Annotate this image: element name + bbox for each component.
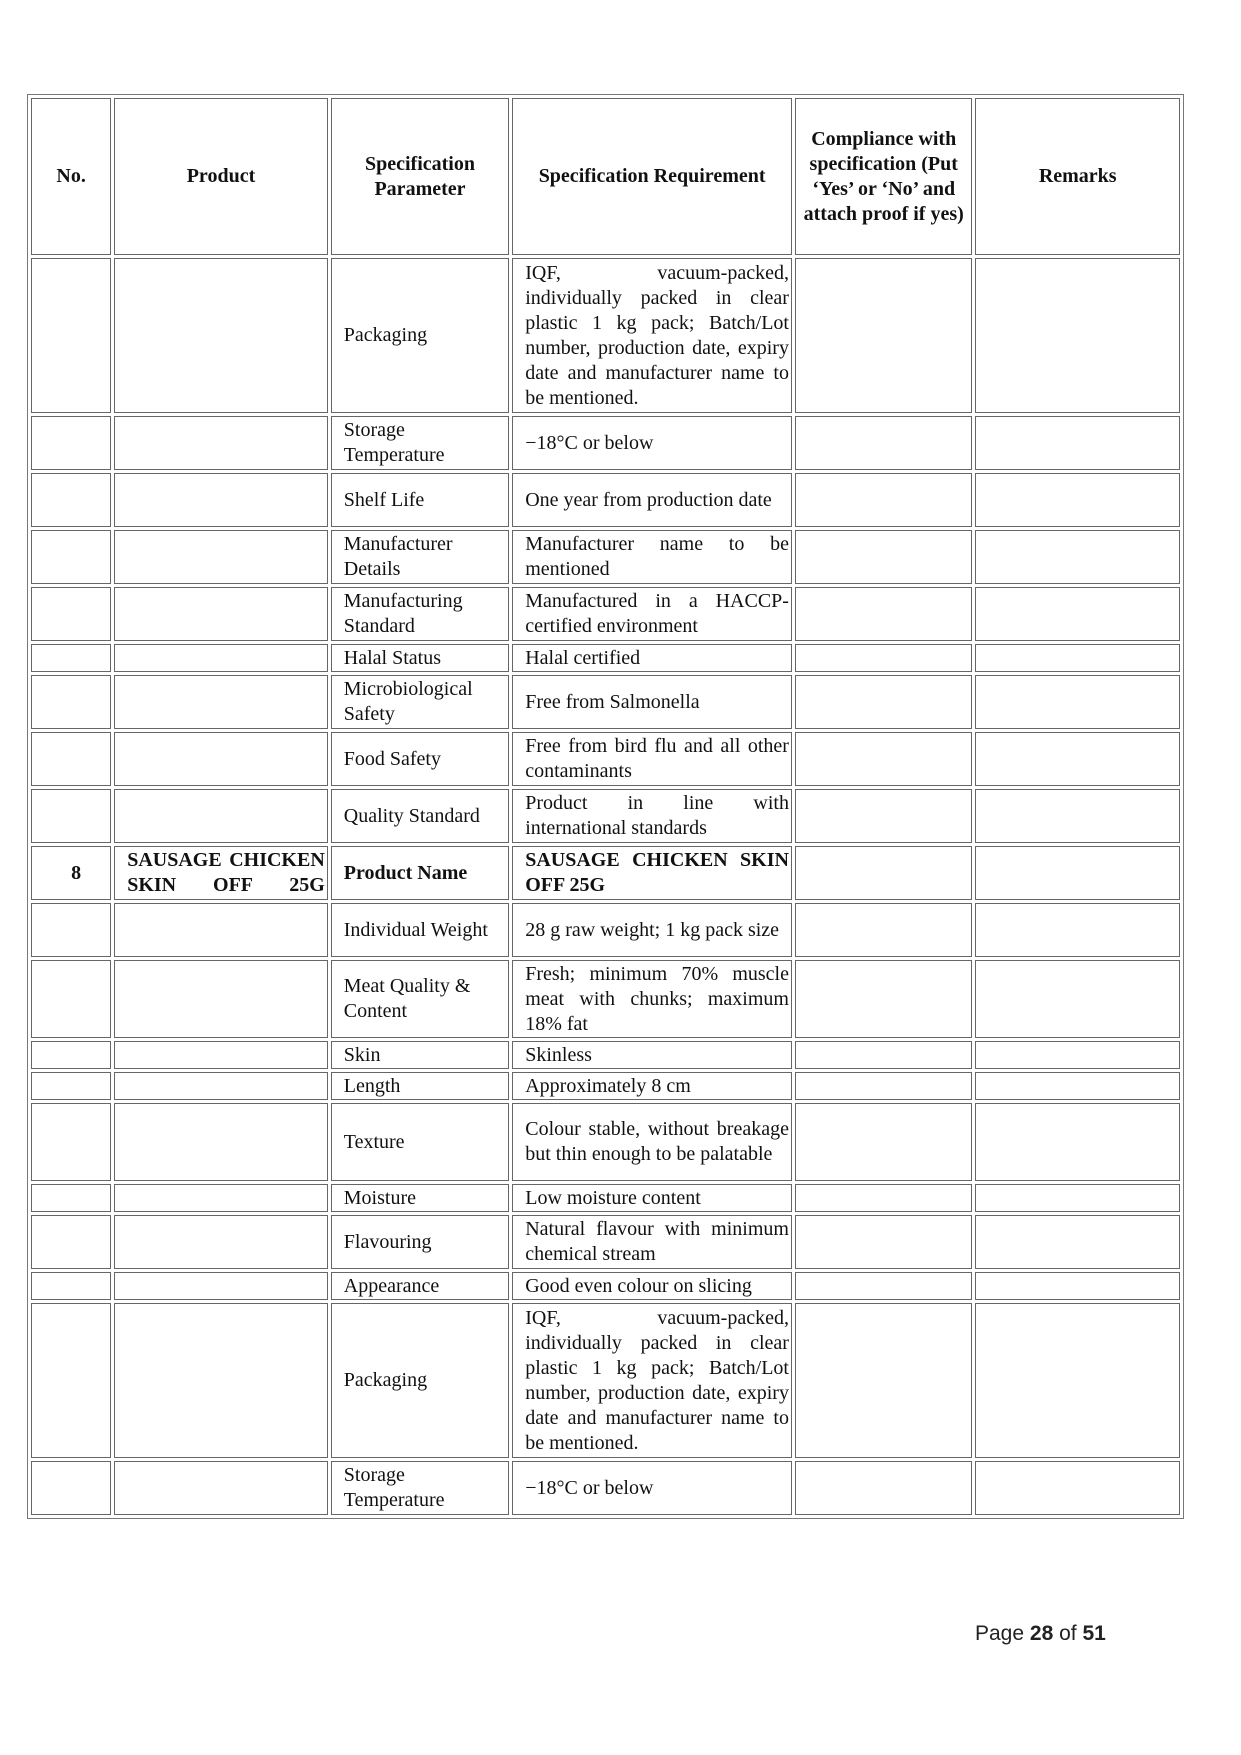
row-remarks: [975, 258, 1180, 413]
row-requirement: Skinless: [512, 1041, 792, 1069]
row-parameter: Texture: [331, 1103, 509, 1181]
row-remarks: [975, 530, 1180, 584]
row-compliance: [795, 1184, 972, 1212]
row-product: [114, 732, 328, 786]
header-remarks: Remarks: [975, 98, 1180, 255]
row-requirement: Manufacturer name to be mentioned: [512, 530, 792, 584]
row-compliance: [795, 473, 972, 527]
table-row: [31, 1184, 1180, 1212]
row-compliance: [795, 675, 972, 729]
row-product: [114, 258, 328, 413]
row-parameter: Moisture: [331, 1184, 509, 1212]
row-remarks: [975, 732, 1180, 786]
row-requirement: −18°C or below: [512, 1461, 792, 1515]
row-remarks: [975, 587, 1180, 641]
row-product: [114, 644, 328, 672]
row-remarks: [975, 644, 1180, 672]
row-remarks: [975, 1072, 1180, 1100]
row-requirement: Fresh; minimum 70% muscle meat with chunks; maximum 18% fat: [512, 960, 792, 1038]
row-requirement: Halal certified: [512, 644, 792, 672]
table-row: [31, 1303, 1180, 1458]
row-requirement: Good even colour on slicing: [512, 1272, 792, 1300]
row-no: [31, 732, 111, 786]
row-parameter: Product Name: [331, 846, 509, 900]
header-product: Product: [114, 98, 328, 255]
row-no: [31, 1041, 111, 1069]
row-requirement: SAUSAGE CHICKEN SKIN OFF 25G: [512, 846, 792, 900]
row-parameter: Meat Quality & Content: [331, 960, 509, 1038]
row-compliance: [795, 732, 972, 786]
row-no: [31, 1103, 111, 1181]
row-requirement: Manufactured in a HACCP-certified environment: [512, 587, 792, 641]
row-compliance: [795, 1072, 972, 1100]
row-remarks: [975, 1215, 1180, 1269]
row-parameter: Halal Status: [331, 644, 509, 672]
row-requirement: Free from Salmonella: [512, 675, 792, 729]
row-requirement: Product in line with international standards: [512, 789, 792, 843]
table-row: [31, 1461, 1180, 1515]
row-no: [31, 1184, 111, 1212]
table-row: [31, 530, 1180, 584]
row-parameter: Length: [331, 1072, 509, 1100]
table-row: [31, 1215, 1180, 1269]
row-parameter: Individual Weight: [331, 903, 509, 957]
table-row: [31, 675, 1180, 729]
row-product: [114, 587, 328, 641]
header-parameter: Specification Parameter: [331, 98, 509, 255]
row-compliance: [795, 960, 972, 1038]
row-product: [114, 530, 328, 584]
row-requirement: −18°C or below: [512, 416, 792, 470]
table-header-row: [31, 98, 1180, 255]
row-remarks: [975, 1184, 1180, 1212]
row-remarks: [975, 846, 1180, 900]
row-product: [114, 1303, 328, 1458]
page-current: 28: [1029, 1622, 1054, 1645]
row-requirement: Colour stable, without breakage but thin enough to be palatable: [512, 1103, 792, 1181]
row-requirement: Approximately 8 cm: [512, 1072, 792, 1100]
row-compliance: [795, 903, 972, 957]
row-remarks: [975, 789, 1180, 843]
row-remarks: [975, 960, 1180, 1038]
of-word: of: [1059, 1622, 1077, 1645]
row-parameter: Skin: [331, 1041, 509, 1069]
row-product: [114, 903, 328, 957]
specification-table: [27, 94, 1184, 1519]
row-remarks: [975, 903, 1180, 957]
row-remarks: [975, 675, 1180, 729]
header-compliance: Compliance with specification (Put ‘Yes’ or ‘No’ and attach proof if yes): [795, 98, 972, 255]
row-remarks: [975, 1041, 1180, 1069]
row-no: [31, 587, 111, 641]
row-product: [114, 960, 328, 1038]
row-compliance: [795, 587, 972, 641]
row-product: [114, 1461, 328, 1515]
row-requirement: 28 g raw weight; 1 kg pack size: [512, 903, 792, 957]
row-remarks: [975, 473, 1180, 527]
row-product: [114, 789, 328, 843]
table-row: [31, 1041, 1180, 1069]
row-remarks: [975, 1461, 1180, 1515]
row-compliance: [795, 1303, 972, 1458]
table-row: [31, 732, 1180, 786]
row-product: [114, 675, 328, 729]
row-no: [31, 1461, 111, 1515]
row-parameter: Packaging: [331, 1303, 509, 1458]
row-no: [31, 644, 111, 672]
row-parameter: Microbiological Safety: [331, 675, 509, 729]
table-row: [31, 1103, 1180, 1181]
row-no: [31, 1215, 111, 1269]
row-no: [31, 1303, 111, 1458]
row-no: [31, 960, 111, 1038]
row-compliance: [795, 1461, 972, 1515]
row-compliance: [795, 416, 972, 470]
row-no: [31, 416, 111, 470]
row-no: 8: [31, 846, 111, 900]
row-compliance: [795, 789, 972, 843]
table-row: [31, 416, 1180, 470]
row-requirement: Free from bird flu and all other contaminants: [512, 732, 792, 786]
table-row: [31, 789, 1180, 843]
row-parameter: Food Safety: [331, 732, 509, 786]
row-compliance: [795, 530, 972, 584]
row-compliance: [795, 1272, 972, 1300]
row-no: [31, 530, 111, 584]
row-no: [31, 675, 111, 729]
row-product: [114, 416, 328, 470]
row-product: [114, 1103, 328, 1181]
row-no: [31, 473, 111, 527]
row-parameter: Storage Temperature: [331, 416, 509, 470]
table-row: [31, 1072, 1180, 1100]
row-parameter: Packaging: [331, 258, 509, 413]
row-parameter: Storage Temperature: [331, 1461, 509, 1515]
page-word: Page: [975, 1622, 1025, 1645]
row-no: [31, 789, 111, 843]
row-remarks: [975, 1103, 1180, 1181]
row-requirement: IQF, vacuum-packed, individually packed in clear plastic 1 kg pack; Batch/Lot number, production date, expiry date and manufacturer name to be mentioned.: [512, 1303, 792, 1458]
table-row: [31, 1272, 1180, 1300]
table-row-product-8: [31, 846, 1180, 900]
row-compliance: [795, 846, 972, 900]
header-no: No.: [31, 98, 111, 255]
row-product: [114, 1215, 328, 1269]
page-number-footer: [975, 1622, 1106, 1646]
row-remarks: [975, 1272, 1180, 1300]
table-row: [31, 644, 1180, 672]
row-product: [114, 473, 328, 527]
row-requirement: One year from production date: [512, 473, 792, 527]
table-row: [31, 903, 1180, 957]
row-no: [31, 1072, 111, 1100]
row-compliance: [795, 1103, 972, 1181]
row-no: [31, 258, 111, 413]
row-parameter: Manufacturer Details: [331, 530, 509, 584]
table-row: [31, 960, 1180, 1038]
row-parameter: Manufacturing Standard: [331, 587, 509, 641]
row-requirement: Low moisture content: [512, 1184, 792, 1212]
table-row: [31, 258, 1180, 413]
row-no: [31, 1272, 111, 1300]
row-parameter: Quality Standard: [331, 789, 509, 843]
row-no: [31, 903, 111, 957]
row-product: [114, 1072, 328, 1100]
row-requirement: IQF, vacuum-packed, individually packed in clear plastic 1 kg pack; Batch/Lot number, production date, expiry date and manufacturer name to be mentioned.: [512, 258, 792, 413]
row-product: [114, 1184, 328, 1212]
row-compliance: [795, 1215, 972, 1269]
row-compliance: [795, 644, 972, 672]
header-requirement: Specification Requirement: [512, 98, 792, 255]
row-requirement: Natural flavour with minimum chemical stream: [512, 1215, 792, 1269]
row-parameter: Shelf Life: [331, 473, 509, 527]
row-product: SAUSAGE CHICKEN SKIN OFF 25G: [114, 846, 328, 900]
row-compliance: [795, 1041, 972, 1069]
row-parameter: Appearance: [331, 1272, 509, 1300]
row-remarks: [975, 1303, 1180, 1458]
page-total: 51: [1082, 1622, 1106, 1645]
row-compliance: [795, 258, 972, 413]
row-remarks: [975, 416, 1180, 470]
row-product: [114, 1041, 328, 1069]
row-parameter: Flavouring: [331, 1215, 509, 1269]
row-product: [114, 1272, 328, 1300]
table-row: [31, 587, 1180, 641]
table-row: [31, 473, 1180, 527]
